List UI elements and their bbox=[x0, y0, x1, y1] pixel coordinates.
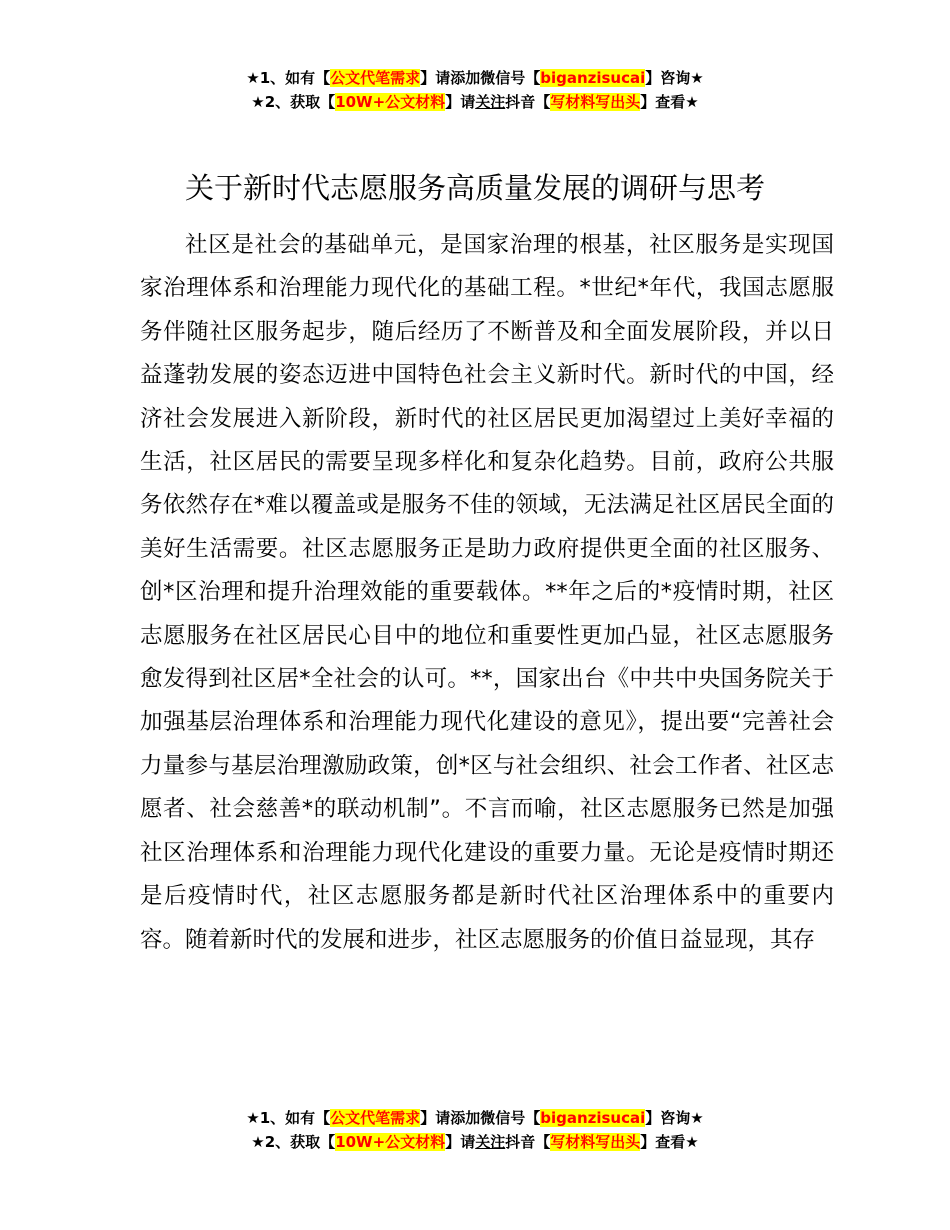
promo-line-1: ★1、如有【公文代笔需求】请添加微信号【biganzisucai】咨询★ bbox=[246, 69, 704, 87]
follow-underlined: 关注 bbox=[475, 1133, 506, 1151]
footer-promo-banner bbox=[0, 1106, 950, 1154]
promo-line-2: ★2、获取【10W+公文材料】请关注抖音【写材料写出头】查看★ bbox=[251, 1133, 699, 1151]
promo-line-1: ★1、如有【公文代笔需求】请添加微信号【biganzisucai】咨询★ bbox=[246, 1109, 704, 1127]
promo-highlight: 10W+公文材料 bbox=[335, 1133, 446, 1151]
promo-highlight: 公文代笔需求 bbox=[330, 1109, 421, 1127]
promo-highlight: 10W+公文材料 bbox=[335, 93, 446, 111]
document-body-paragraph: 社区是社会的基础单元，是国家治理的根基，社区服务是实现国家治理体系和治理能力现代化的基础工程。*世纪*年代，我国志愿服务伴随社区服务起步，随后经历了不断普及和全面发展阶段，并以日益蓬勃发展的姿态迈进中国特色社会主义新时代。新时代的中国，经济社会发展进入新阶段，新时代的社区居民更加渴望过上美好幸福的生活，社区居民的需要呈现多样化和复杂化趋势。目前，政府公共服务依然存在*难以覆盖或是服务不佳的领域，无法满足社区居民全面的美好生活需要。社区志愿服务正是助力政府提供更全面的社区服务、创*区治理和提升治理效能的重要载体。**年之后的*疫情时期，社区志愿服务在社区居民心目中的地位和重要性更加凸显，社区志愿服务愈发得到社区居*全社会的认可。**，国家出台《中共中央国务院关于加强基层治理体系和治理能力现代化建设的意见》，提出要“完善社会力量参与基层治理激励政策，创*区与社会组织、社会工作者、社区志愿者、社会慈善*的联动机制”。不言而喻，社区志愿服务已然是加强社区治理体系和治理能力现代化建设的重要力量。无论是疫情时期还是后疫情时代，社区志愿服务都是新时代社区治理体系中的重要内容。随着新时代的发展和进步，社区志愿服务的价值日益显现，其存 bbox=[140, 232, 834, 953]
promo-highlight: 公文代笔需求 bbox=[330, 69, 421, 87]
promo-line-2: ★2、获取【10W+公文材料】请关注抖音【写材料写出头】查看★ bbox=[251, 93, 699, 111]
document-title: 关于新时代志愿服务高质量发展的调研与思考 bbox=[184, 171, 765, 205]
wechat-id-highlight: biganzisucai bbox=[540, 1109, 646, 1127]
header-promo-banner bbox=[0, 66, 950, 114]
follow-underlined: 关注 bbox=[475, 93, 506, 111]
douyin-account-highlight: 写材料写出头 bbox=[550, 1133, 641, 1151]
wechat-id-highlight: biganzisucai bbox=[540, 69, 646, 87]
douyin-account-highlight: 写材料写出头 bbox=[550, 93, 641, 111]
